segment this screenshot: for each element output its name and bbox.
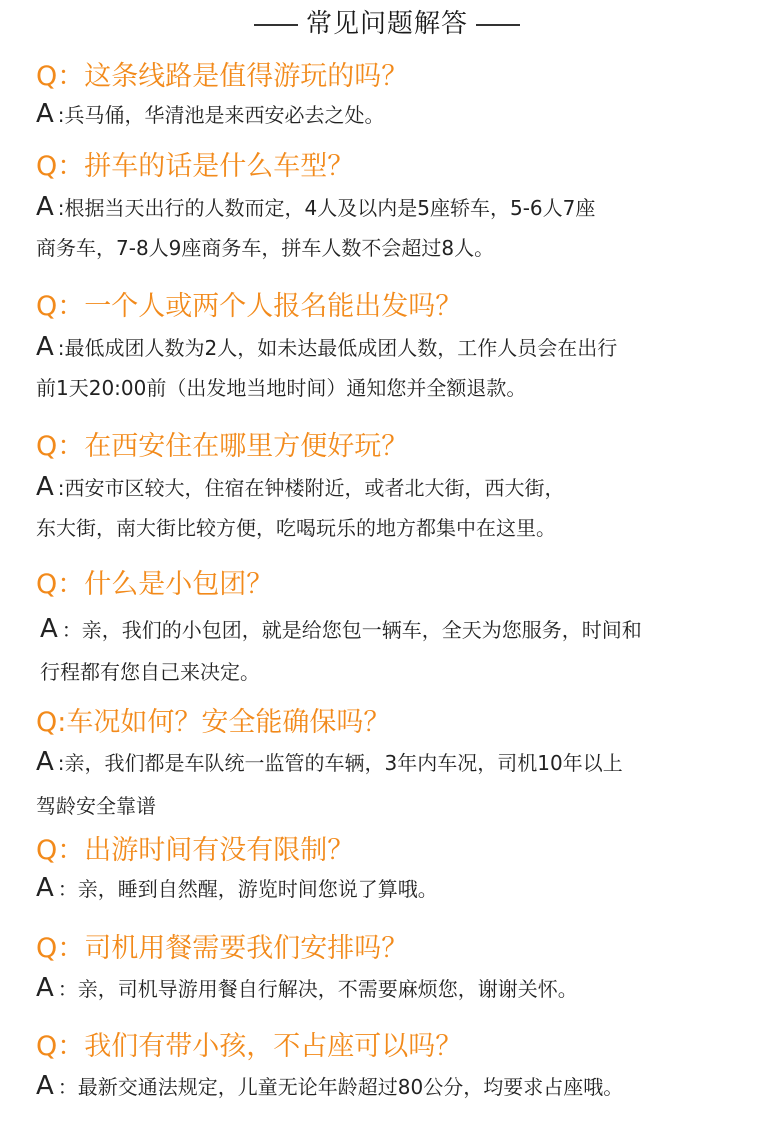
faq-question: Q：司机用餐需要我们安排吗？ (36, 933, 409, 964)
faq-item-5 (36, 568, 756, 697)
answer-marker: A (36, 747, 54, 777)
page-title (0, 6, 774, 42)
faq-question: Q：这条线路是值得游玩的吗？ (36, 61, 409, 92)
faq-question: Q：一个人或两个人报名能出发吗？ (36, 291, 463, 322)
faq-question: Q：什么是小包团？ (36, 569, 274, 600)
faq-item-7 (36, 834, 756, 907)
faq-item-4 (36, 430, 756, 551)
answer-line: :兵马俑，华清池是来西安必去之处。 (57, 103, 385, 127)
faq-answer (36, 744, 756, 831)
faq-answer (36, 470, 756, 551)
answer-line: 前1天20:00前（出发地当地时间）通知您并全额退款。 (36, 376, 527, 400)
answer-marker: A (36, 472, 54, 502)
answer-marker: A (36, 332, 54, 362)
title-text: 常见问题解答 (305, 9, 468, 39)
faq-answer (40, 612, 756, 697)
faq-question: Q：我们有带小孩，不占座可以吗？ (36, 1031, 463, 1062)
faq-answer (36, 870, 756, 907)
answer-marker: A (36, 99, 54, 129)
answer-marker: A (40, 614, 58, 644)
answer-line: :最低成团人数为2人，如未达最低成团人数，工作人员会在出行 (57, 336, 618, 360)
faq-item-3 (36, 290, 756, 411)
faq-item-8 (36, 932, 756, 1007)
title-left-rule (254, 24, 298, 26)
answer-marker: A (36, 973, 54, 1003)
faq-answer (36, 1068, 756, 1105)
answer-line: :亲，我们都是车队统一监管的车辆，3年内车况，司机10年以上 (57, 751, 623, 775)
faq-question: Q：拼车的话是什么车型？ (36, 151, 355, 182)
answer-line: ：亲，睡到自然醒，游览时间您说了算哦。 (57, 877, 438, 901)
answer-marker: A (36, 192, 54, 222)
answer-line: ：最新交通法规定，儿童无论年龄超过80公分，均要求占座哦。 (57, 1075, 624, 1099)
faq-question: Q：在西安住在哪里方便好玩？ (36, 431, 409, 462)
answer-line: 东大街，南大街比较方便，吃喝玩乐的地方都集中在这里。 (36, 516, 556, 540)
faq-item-1 (36, 60, 756, 133)
faq-question: Q：出游时间有没有限制？ (36, 835, 355, 866)
faq-item-9 (36, 1030, 756, 1105)
faq-answer (36, 330, 756, 411)
answer-marker: A (36, 1071, 54, 1101)
title-right-rule (476, 24, 520, 26)
answer-line: ：亲，司机导游用餐自行解决，不需要麻烦您，谢谢关怀。 (57, 977, 578, 1001)
faq-item-6 (36, 706, 756, 831)
answer-marker: A (36, 873, 54, 903)
answer-line: ：亲，我们的小包团，就是给您包一辆车，全天为您服务，时间和 (61, 618, 642, 642)
answer-line: :西安市区较大，住宿在钟楼附近，或者北大街，西大街， (57, 476, 565, 500)
faq-answer (36, 190, 756, 271)
faq-answer (36, 970, 756, 1007)
answer-line: 商务车，7-8人9座商务车，拼车人数不会超过8人。 (36, 236, 495, 260)
faq-item-2 (36, 150, 756, 271)
answer-line: 驾龄安全靠谱 (36, 794, 156, 818)
faq-answer (36, 96, 756, 133)
answer-line: 行程都有您自己来决定。 (40, 660, 260, 684)
faq-question: Q:车况如何？安全能确保吗？ (36, 707, 391, 738)
answer-line: :根据当天出行的人数而定，4人及以内是5座轿车，5-6人7座 (57, 196, 596, 220)
